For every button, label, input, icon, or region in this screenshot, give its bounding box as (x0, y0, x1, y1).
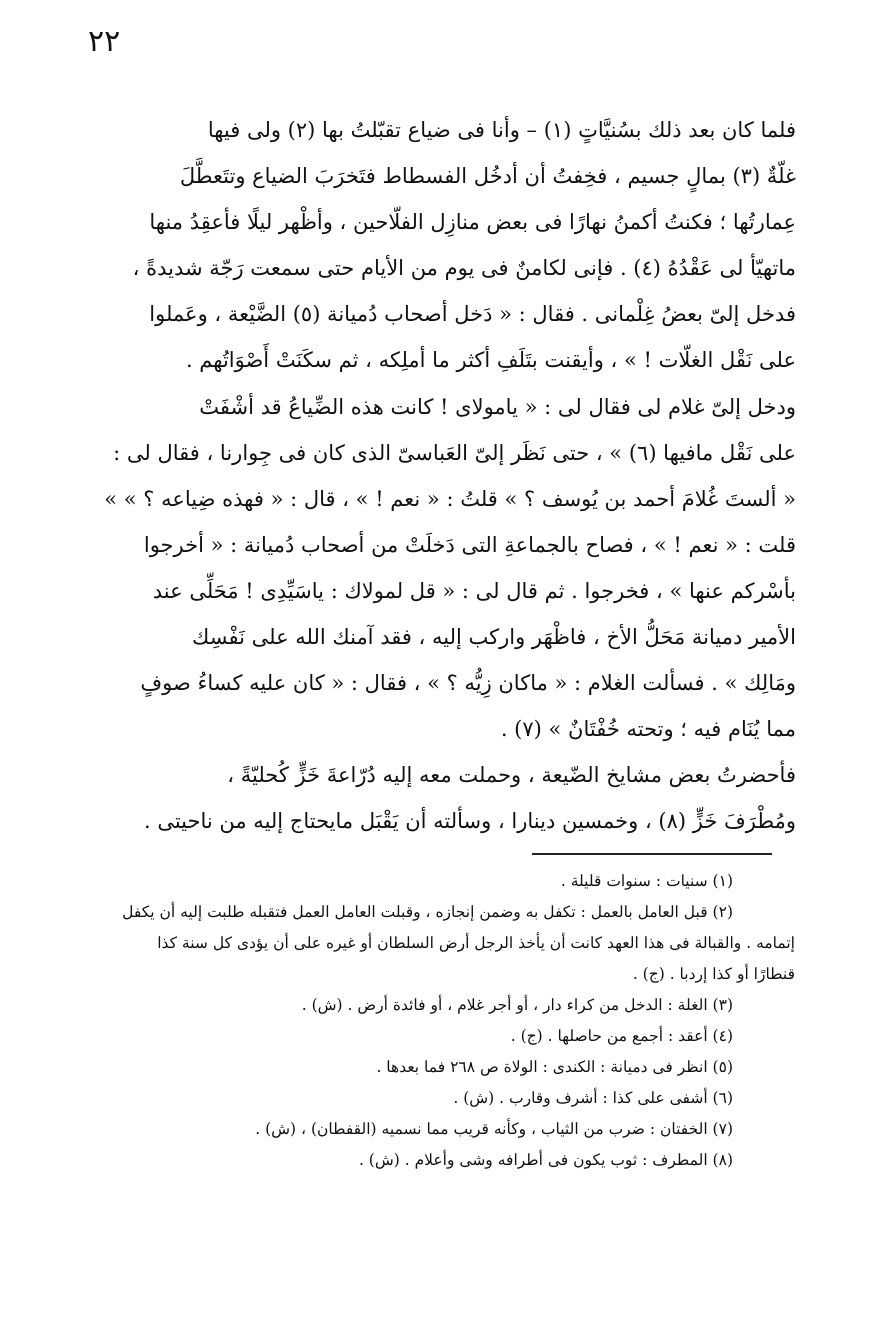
text-line: على نَقْل مافيها (٦) » ، حتى نَظَر إلىّ العَباسىّ الذى كان فى جِوارنا ، فقال لى : (113, 441, 796, 465)
footnote: (١) سنيات : سنوات قليلة . (560, 872, 733, 890)
paragraph (78, 752, 796, 844)
text-line: مما يُنَام فيه ؛ وتحته خُفْتَانٌ » (٧) . (500, 717, 796, 741)
paragraph (78, 107, 796, 383)
text-line: ماتهيّأ لى عَقْدُهُ (٤) . فإنى لكامنٌ فى يوم من الأيام حتى سمعت رَجّة شديدةً ، (132, 256, 796, 280)
footnote-divider (532, 853, 772, 855)
text-line: عِمارتُها ؛ فكنتُ أكمنُ نهارًا فى بعض منازِل الفلّاحين ، وأظْهر ليلًا فأعقِدُ منها (149, 210, 796, 234)
text-line: الأمير دميانة مَحَلُّ الأخ ، فاظْهَر واركب إليه ، فقد آمنك الله على نَفْسِك (192, 625, 796, 649)
footnote: (٧) الخفتان : ضرب من الثياب ، وكأنه قريب مما نسميه (القفطان) ، (ش) . (255, 1120, 733, 1138)
text-line: قلت : « نعم ! » ، فصاح بالجماعةِ التى دَخلَتْ من أصحاب دُميانة : « أخرجوا (143, 533, 796, 557)
paragraph (78, 384, 796, 752)
text-line: على نَقْل الغلّات ! » ، وأيقنت بتَلَفِ أكثر ما أملِكه ، ثم سكَنَتْ أَصْوَاتُهم . (185, 348, 796, 372)
footnote: (٤) أعقد : أجمع من حاصلها . (ج) . (510, 1027, 733, 1045)
footnote: (٢) قبل العامل بالعمل : تكفل به وضمن إنجازه ، وقبلت العامل العمل فتقبله طلبت إليه أن يكفل (122, 903, 733, 921)
text-line: فأحضرتُ بعض مشايخ الضّيعة ، وحملت معه إليه دُرّاعةَ خَزٍّ كُحليّةً ، (227, 763, 796, 787)
footnote-continuation: قنطارًا أو كذا إردبا . (ج) . (632, 965, 795, 983)
text-line: فلما كان بعد ذلك بسُنيَّاتٍ (١) – وأنا فى ضياع تقبّلتُ بها (٢) ولى فيها (207, 118, 796, 142)
text-line: « ألستَ غُلامَ أحمد بن يُوسف ؟ » قلتُ : « نعم ! » ، قال : « فهذه ضِياعه ؟ » » (104, 487, 796, 511)
text-line: فدخل إلىّ بعضُ غِلْمانى . فقال : « دَخل أصحاب دُميانة (٥) الضَّيْعة ، وعَملوا (149, 302, 796, 326)
text-line: ودخل إلىّ غلام لى فقال لى : « يامولاى ! كانت هذه الضِّياعُ قد أشْفَتْ (199, 395, 796, 419)
footnote-continuation: إتمامه . والقبالة فى هذا العهد كانت أن يأخذ الرجل أرض السلطان أو غيره على أن يؤدى كل سنة كذا (157, 934, 795, 952)
footnote: (٥) انظر فى دميانة : الكندى : الولاة ص ٢٦٨ فما بعدها . (376, 1058, 733, 1076)
footnotes (77, 866, 795, 1176)
text-line: ومَالِك » . فسألت الغلام : « ماكان زِيُّه ؟ » ، فقال : « كان عليه كساءُ صوفٍ (140, 671, 796, 695)
page-number: ٢٢ (88, 24, 121, 59)
text-line: بأسْركم عنها » ، فخرجوا . ثم قال لى : « قل لمولاك : ياسَيِّدِى ! مَحَلِّى عند (152, 579, 796, 603)
footnote: (٨) المطرف : ثوب يكون فى أطرافه وشى وأعلام . (ش) . (358, 1151, 733, 1169)
footnote: (٦) أشفى على كذا : أشرف وقارب . (ش) . (453, 1089, 733, 1107)
footnote: (٣) الغلة : الدخل من كراء دار ، أو أجر غلام ، أو فائدة أرض . (ش) . (301, 996, 733, 1014)
text-line: ومُطْرَفَ خَزٍّ (٨) ، وخمسين دينارا ، وسألته أن يَقْبَل مايحتاج إليه من ناحيتى . (143, 809, 796, 833)
text-line: غلّةٌ (٣) بمالٍ جسيم ، فخِفتُ أن أدخُل الفسطاط فتَخرَبَ الضياع وتتَعطَّلَ (179, 164, 796, 188)
